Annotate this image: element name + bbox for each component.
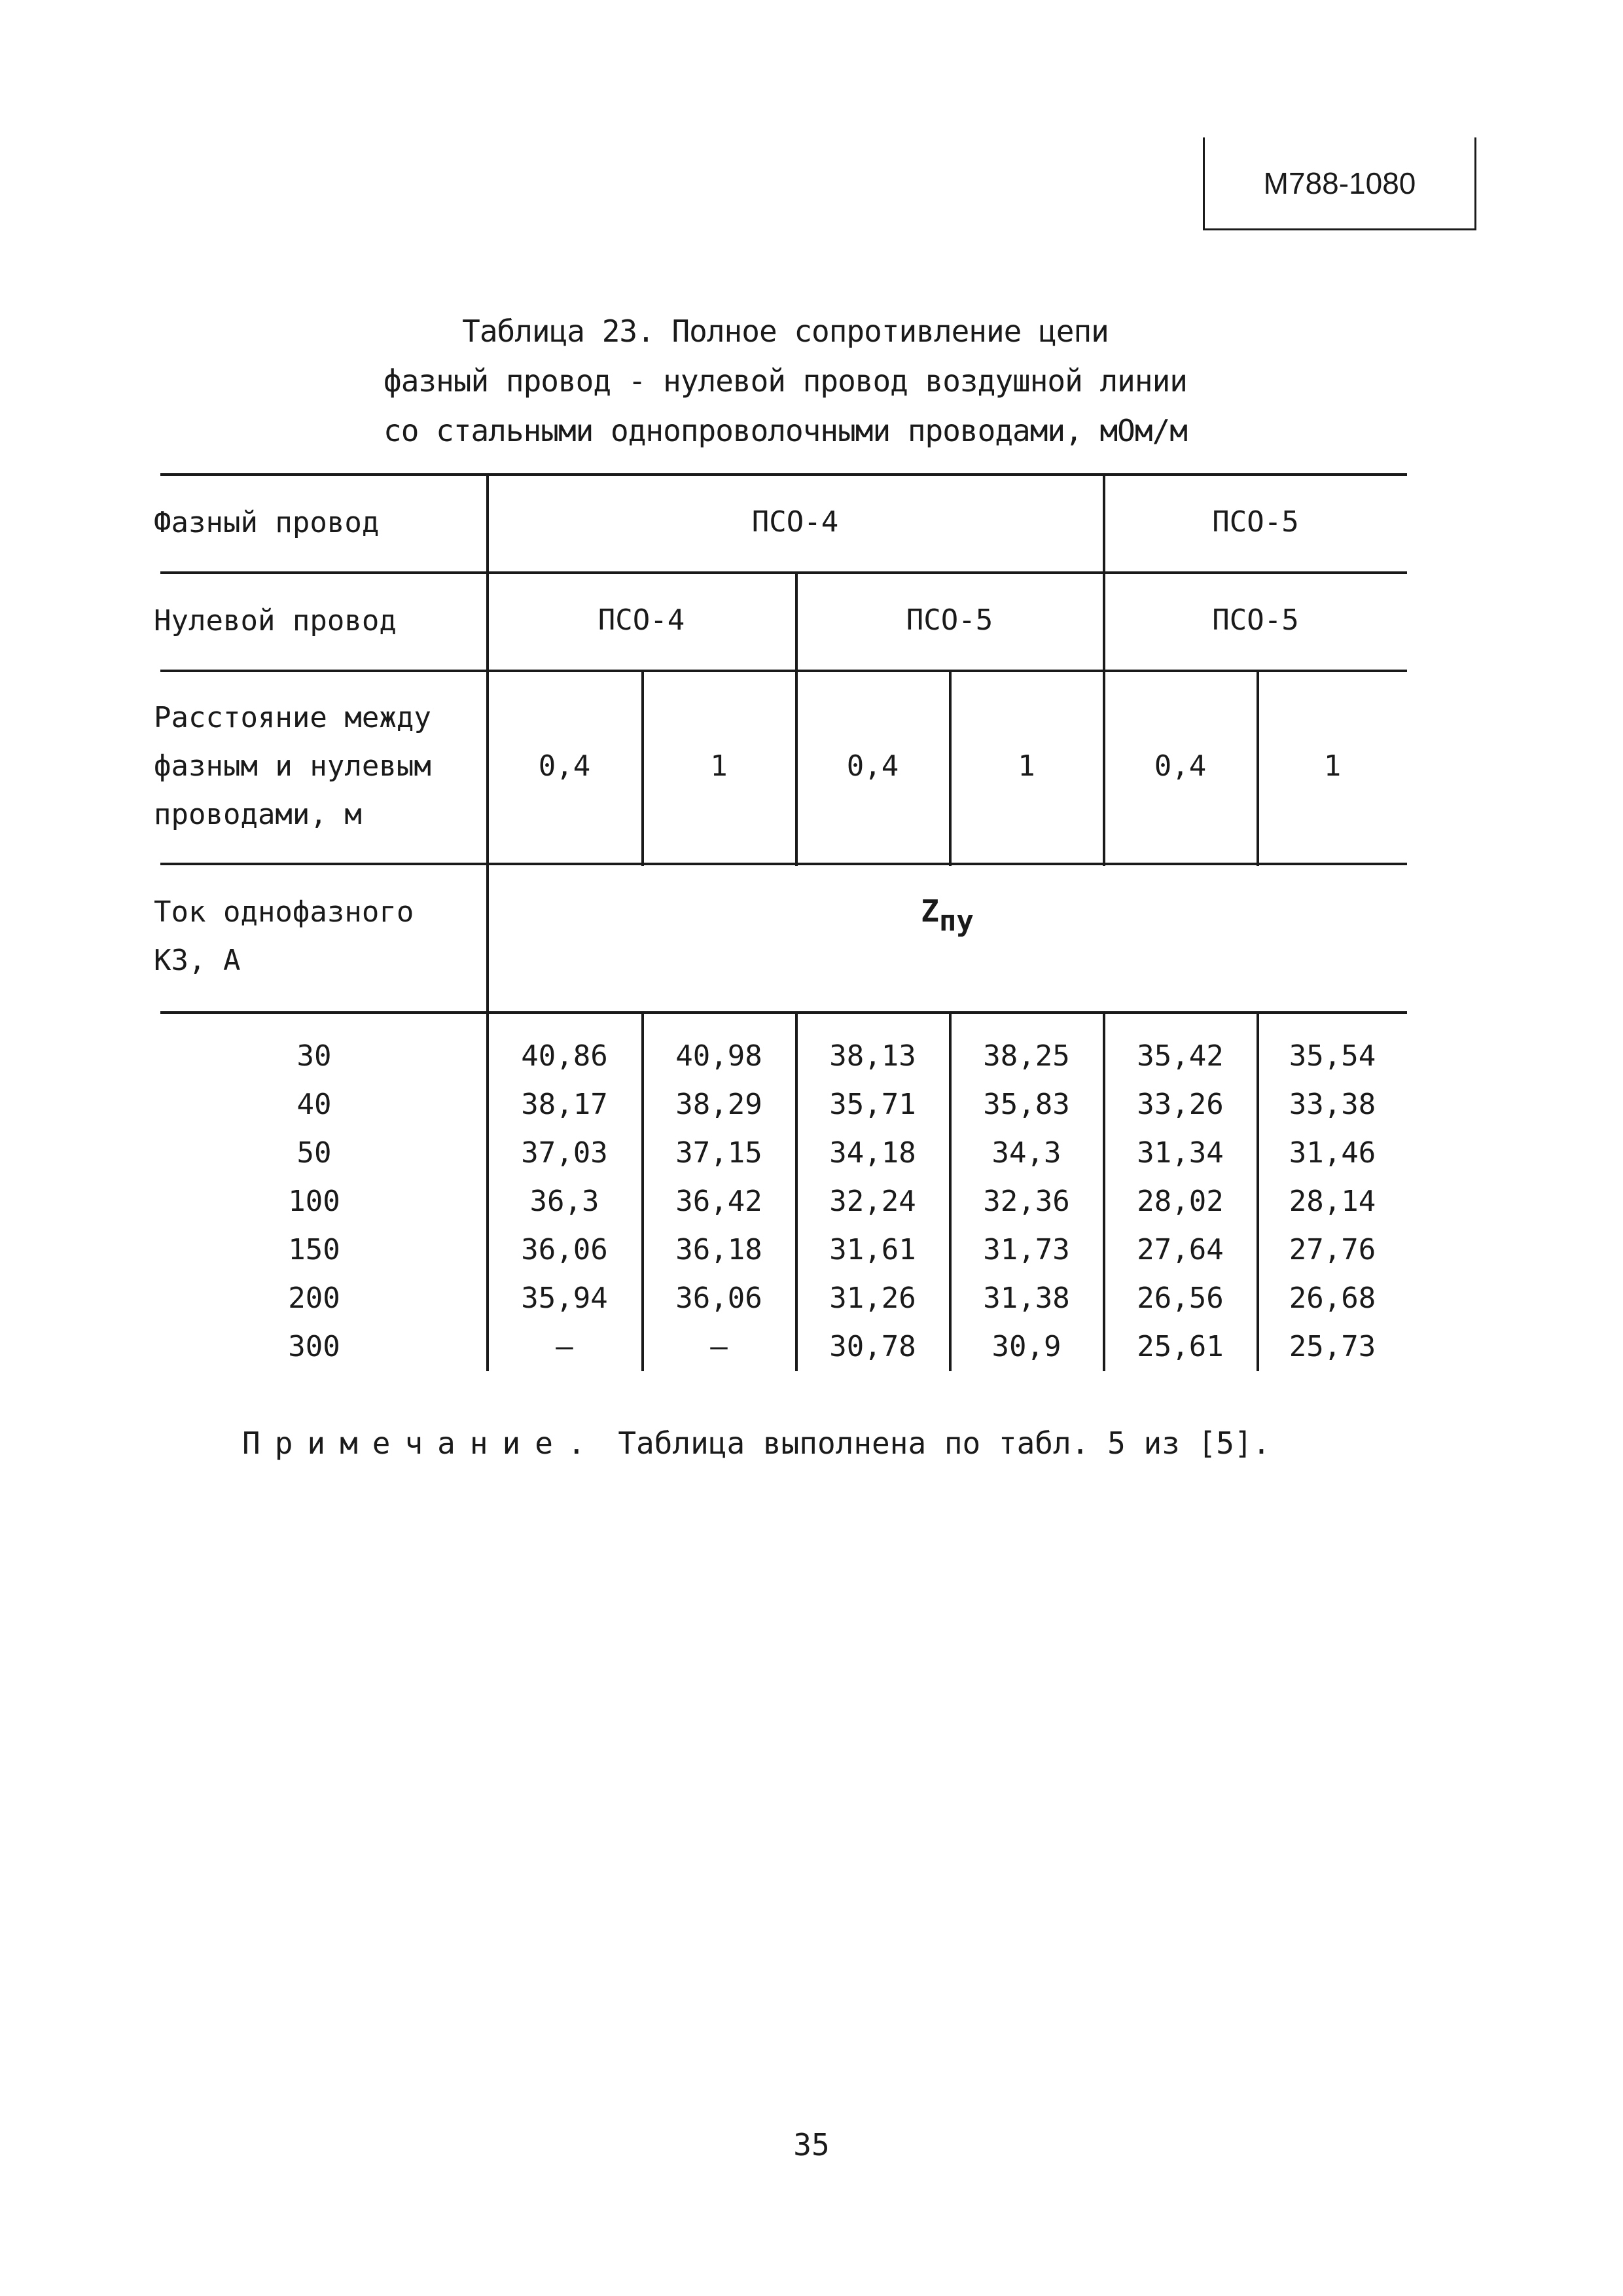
table-cell: 31,73 — [983, 1233, 1070, 1266]
table-cell: 35,94 — [521, 1282, 608, 1315]
table-cell: 33,26 — [1137, 1088, 1224, 1121]
row-label-current-1: Ток однофазного — [154, 895, 414, 929]
table-rule-2 — [160, 571, 1407, 574]
table-cell: 25,73 — [1289, 1330, 1376, 1363]
distance-cell-5: 0,4 — [1154, 749, 1207, 783]
table-cell: 31,46 — [1289, 1136, 1376, 1170]
table-cell: 27,64 — [1137, 1233, 1224, 1266]
row-label-phase-wire: Фазный провод — [154, 506, 380, 539]
row-label-distance-1: Расстояние между — [154, 701, 431, 734]
header-neutral-1: ПСО-4 — [597, 603, 685, 637]
row-current-3: 50 — [296, 1136, 332, 1170]
table-cell: 34,3 — [991, 1136, 1061, 1170]
table-cell: 36,18 — [675, 1233, 762, 1266]
table-cell: 31,26 — [829, 1282, 916, 1315]
table-cell: 31,38 — [983, 1282, 1070, 1315]
row-label-distance-3: проводами, м — [154, 798, 362, 831]
table-cell: 38,17 — [521, 1088, 608, 1121]
table-cell: 30,78 — [829, 1330, 916, 1363]
table-cell: 35,54 — [1289, 1039, 1376, 1073]
caption-line-3: со стальными однопроволочными проводами, мОм/м — [383, 413, 1187, 448]
table-cell: 26,56 — [1137, 1282, 1224, 1315]
row-label-distance-2: фазным и нулевым — [154, 749, 431, 783]
impedance-symbol — [488, 893, 1407, 938]
document-code-box — [1203, 137, 1476, 230]
table-cell: 38,29 — [675, 1088, 762, 1121]
table-cell: 38,25 — [983, 1039, 1070, 1073]
table-cell: 37,03 — [521, 1136, 608, 1170]
table-cell: 36,06 — [675, 1282, 762, 1315]
table-cell: – — [710, 1330, 728, 1363]
row-current-5: 150 — [288, 1233, 340, 1266]
note-label: Примечание. — [242, 1426, 600, 1461]
distance-cell-3: 0,4 — [846, 749, 899, 783]
table-cell: 28,02 — [1137, 1185, 1224, 1218]
header-phase-pso5: ПСО-5 — [1212, 505, 1299, 539]
table-cell: 40,98 — [675, 1039, 762, 1073]
table-cell: 27,76 — [1289, 1233, 1376, 1266]
table-rule-5 — [160, 1011, 1407, 1014]
impedance-symbol-letter: Z — [921, 893, 939, 929]
row-current-2: 40 — [296, 1088, 332, 1121]
document-code: М788-1080 — [1263, 166, 1416, 200]
distance-cell-2: 1 — [710, 749, 728, 783]
distance-cell-4: 1 — [1018, 749, 1035, 783]
row-current-7: 300 — [288, 1330, 340, 1363]
row-label-current-2: КЗ, А — [154, 944, 241, 977]
table-cell: 33,38 — [1289, 1088, 1376, 1121]
row-current-1: 30 — [296, 1039, 332, 1073]
table-cell: 28,14 — [1289, 1185, 1376, 1218]
table-rule-top — [160, 473, 1407, 476]
table-cell: – — [556, 1330, 573, 1363]
table-cell: 34,18 — [829, 1136, 916, 1170]
table-cell: 31,61 — [829, 1233, 916, 1266]
table-cell: 32,36 — [983, 1185, 1070, 1218]
table-cell: 40,86 — [521, 1039, 608, 1073]
table-cell: 26,68 — [1289, 1282, 1376, 1315]
row-current-6: 200 — [288, 1282, 340, 1315]
page-number: 35 — [793, 2127, 830, 2162]
table-cell: 36,42 — [675, 1185, 762, 1218]
table-cell: 31,34 — [1137, 1136, 1224, 1170]
note-text: Таблица выполнена по табл. 5 из [5]. — [599, 1426, 1271, 1461]
table-cell: 35,83 — [983, 1088, 1070, 1121]
table-cell: 35,71 — [829, 1088, 916, 1121]
table-rule-4 — [160, 863, 1407, 865]
caption-line-1: Таблица 23. Полное сопротивление цепи — [462, 314, 1109, 349]
table-cell: 30,9 — [991, 1330, 1061, 1363]
distance-cell-6: 1 — [1323, 749, 1342, 783]
table-rule-3 — [160, 670, 1407, 672]
table-cell: 35,42 — [1137, 1039, 1224, 1073]
distance-cell-1: 0,4 — [538, 749, 591, 783]
table-cell: 38,13 — [829, 1039, 916, 1073]
header-phase-pso4: ПСО-4 — [751, 505, 839, 539]
table-cell: 36,3 — [529, 1185, 599, 1218]
caption-line-2: фазный провод - нулевой провод воздушной линии — [383, 363, 1187, 399]
table-caption — [196, 306, 1374, 456]
table-cell: 25,61 — [1137, 1330, 1224, 1363]
table-cell: 36,06 — [521, 1233, 608, 1266]
header-neutral-3: ПСО-5 — [1212, 603, 1299, 637]
table-cell: 37,15 — [675, 1136, 762, 1170]
row-label-neutral-wire: Нулевой провод — [154, 604, 397, 637]
table-note — [242, 1426, 1420, 1461]
header-neutral-2: ПСО-5 — [906, 603, 993, 637]
table-cell: 32,24 — [829, 1185, 916, 1218]
row-current-4: 100 — [288, 1185, 340, 1218]
impedance-symbol-subscript: пу — [938, 905, 974, 938]
